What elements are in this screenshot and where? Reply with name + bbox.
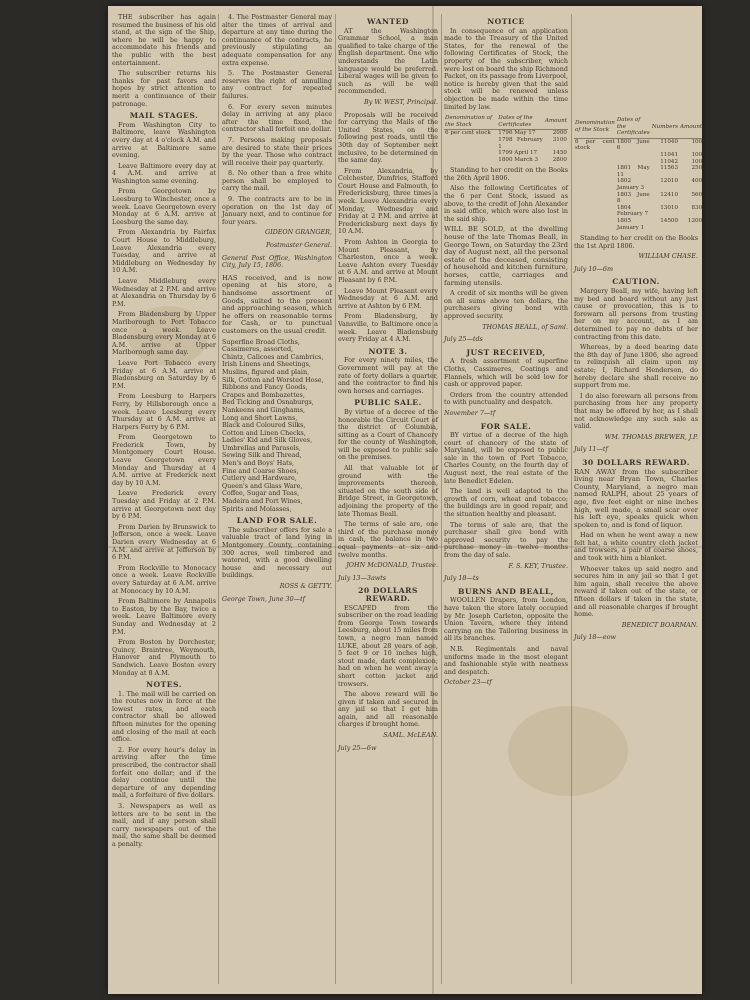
column-3-articles [338,239,438,752]
list-line: Bed Ticking and Osnaburgs, [222,398,314,407]
table-header: Amount [544,114,568,130]
paragraph: 6. For every seven minutes delay in arriving at any place after the time fixed, the contractor shall forfeit one dollar. [222,102,332,134]
section-heading: LAND FOR SALE. [236,516,318,526]
table-row [574,218,703,231]
list-line: Spirits and Molasses, [222,504,292,513]
paragraph: The land is well adapted to the growth of corn, wheat and tobacco; the buildings are in good repair, and the situation healthy and pleasant. [444,487,568,519]
wanted-lead: AT the Washington Grammar School, a man qualified to take charge of the English department. One who understands the Latin language would be preferred. Liberal wages will be given to such as will be well recommended. [338,26,438,96]
list-line: Ladies' Kid and Silk Gloves, [222,436,313,445]
table-cell: 1800 June 6 [616,138,650,152]
notice-caption-1: Standing to her credit on the Books the 26th April 1806. [444,166,568,182]
list-line: Ribbons and Fancy Goods, [222,383,308,392]
table-cell: 11563 [660,165,678,172]
list-line: Long and Short Lawns, [222,413,298,422]
dateline: George Town, June 30—tf [222,594,306,603]
dateline: July 13—3awts [338,573,387,582]
notice-caption-2: Standing to her credit on the Books the 1st April 1806. [574,234,698,250]
list-line: Umbrellas and Parasols, [222,443,301,452]
paragraph: From Boston by Dorchester, Quincy, Braintree, Weymouth, Hanover and Plymouth to Sandwich. Leave Boston every Monday at 8 A.M. [112,638,216,677]
paragraph: From Baltimore by Annapolis to Easton, by the Bay, twice a week. Leave Baltimore every Sunday and Wednesday at 2 P.M. [112,597,216,636]
paragraph: Leave Baltimore every day at 4 A.M. and arrive at Washington same evening. [112,161,216,185]
table-cell: 11042 [660,158,678,165]
section-heading: 30 DOLLARS REWARD. [582,457,690,467]
list-line: Cotton and Linen Checks, [222,428,306,437]
table-header: Denomination of the Stock [574,116,616,138]
list-line: Silk, Cotton and Worsted Hose, [222,375,324,384]
section-heading: JUST RECEIVED, [466,347,546,357]
table-cell [574,218,616,231]
paragraph: From Darien by Brunswick to Jefferson, once a week. Leave Darien every Wednesday at 6 A.M. and arrive at Jefferson by 6 P.M. [112,522,216,562]
paragraph: 8. No other than a free white person shall be employed to carry the mail. [222,169,332,193]
signature: ROSS & GETTY. [279,581,332,590]
table-row [574,165,703,178]
table-header: Amount [679,116,703,138]
table-cell [574,165,616,178]
table-row [574,205,703,218]
paragraph: HAS received, and is now opening at his store, a handsome assortment of Goods, suited to the present and approaching season, which he offers on reasonable terms for Cash, or to punctual customers on the usual credit. [222,273,332,335]
signature: BENEDICT BOARMAN. [621,620,698,629]
dateline: July 25—tds [444,335,483,344]
paragraph: ESCAPED from the subscriber on the road leading from George Town towards Leesburg, about 15 miles from town, a negro man named LUKE, about 28 years of age, 5 feet 9 or 10 inches high, stout made, dark complexion; had on when he went away a short cotton jacket and trowsers. [338,603,438,688]
table-cell: 100 [691,151,703,158]
section-heading: 20 DOLLARS REWARD. [358,586,418,603]
column-5 [574,14,703,984]
notice-spacer [574,14,698,114]
table-row [444,130,568,137]
table-cell: 2800 [552,156,567,163]
list-line: Chintz, Calicoes and Cambrics, [222,352,324,361]
table-cell [574,192,616,205]
notice-heading: NOTICE [487,17,525,26]
table-cell: 12010 [660,178,678,185]
paragraph: Orders from the country attended to with punctuality and despatch. [444,390,568,407]
list-line: Coffee, Sugar and Teas, [222,489,300,498]
wanted-body: Proposals will be received for carrying the Mails of the United States, on the following post roads, until the 30th day of September next inclusive, to be determined on the same day. [338,110,438,165]
paragraph: THE subscriber has again resumed the business of his old stand, at the sign of the Ship, where he will be happy to accommodate his friends and the public with the best entertainment. [112,13,216,67]
paragraph: The terms of sale are, that the purchaser shall give bond with approved security to pay the purchase money in twelve months from the day of sale. [444,520,568,559]
table-cell [444,157,497,164]
paragraph: WILL BE SOLD, at the dwelling house of the late Thomas Beall, in George Town, on Saturday the 23rd day of August next, all the personal estate of the deceased, consisting of household and kitchen furniture, horses, cattle, carriages and farming utensils. [444,225,568,287]
table-cell: 12410 [660,191,678,198]
paragraph: 3. Newspapers as well as letters are to be sent in the mail, and if any person shall carry newspapers out of the mail, the same shall be deemed a penalty. [112,802,216,848]
paragraph: Whereas, by a deed bearing date the 8th day of June 1806, she agreed to relinquish all claim upon my estate; I, Richard Henderson, do hereby declare she shall receive no support from me. [574,343,698,390]
list-line: Men's and Boys' Hats, [222,459,295,468]
notice-date: July 10—6m [574,264,614,273]
table-cell: 1799 April 17 [498,150,538,157]
list-line: Irish Linens and Sheetings, [222,360,311,369]
table-cell: 1200 [687,217,703,224]
table-cell: 6 per cent stock [445,130,491,137]
paragraph: The subscriber offers for sale a valuable tract of land lying in Montgomery County, containing 300 acres, well timbered and watered, with a good dwelling house and necessary out buildings. [222,525,332,580]
column-5-articles [574,278,698,642]
paragraph: 4. The Postmaster General may alter the times of arrival and departure at any time during the continuance of the contracts, he previously stipulating an adequate compensation for any extra expense. [222,13,332,67]
paragraph: Had on when he went away a new felt hat, a white country cloth jacket and trowsers, a pair of coarse shoes, and took with him a blanket. [574,531,698,563]
table-row [574,178,703,191]
paragraph: From Bladensburg by Upper Marlborough to Port Tobacco once a week. Leave Bladensburg every Monday at 6 A.M. arrive at Upper Marlborough same day. [112,310,216,357]
column-rule [441,14,442,984]
section-heading: BURNS AND BEALL, [458,586,554,596]
table-cell: 6 per cent stock [575,138,615,152]
paragraph: From Georgetown to Frederick Town, by Montgomery Court House. Leave Georgetown every Monday and Thursday at 4 A.M. arrive at Frederick next day by 10 A.M. [112,433,216,487]
paragraph: The above reward will be given if taken and secured in any jail so that I get him again, and all reasonable charges if brought home. [338,690,438,729]
paragraph: From Leesburg to Harpers Ferry, by Hillsborough once a week. Leave Leesburg every Thursday at 6 A.M. arrive at Harpers Ferry by 6 P.M. [112,392,216,431]
table-row [444,137,568,150]
notice-signature: WILLIAM CHASE. [638,252,698,261]
paragraph: A credit of six months will be given on all sums above ten dollars, the purchasers giving bond with approved security. [444,289,568,320]
table-cell [444,137,497,150]
table-cell [444,150,497,157]
table-row [574,192,703,205]
paragraph: BY virtue of a decree of the high court of chancery of the state of Maryland, will be exposed to public sale in the town of Port Tobacco, Charles County, on the fourth day of August next, the real estate of the late Benedict Edelen. [444,431,568,485]
wanted-route: From Alexandria, by Colchester, Dumfries, Stafford Court House and Falmouth, to Fredericksburg, three times a week. Leave Alexandria every Monday, Wednesday and Friday at 2 P.M. and arrive at Fredericksburg next days by 10 A.M. [338,166,438,236]
dateline: July 11—tf [574,445,608,454]
table-cell: 11041 [660,151,678,158]
table-cell: 14500 [660,217,678,224]
list-line: Crapes and Bombazettes, [222,390,305,399]
column-1 [112,14,216,984]
table-cell [616,152,651,159]
table-header: Numbers [651,116,679,138]
signature: THOMAS BEALL, of Saml. [482,322,568,331]
wanted-signature: By W. WEST, Principal. [364,97,438,106]
table-cell [574,205,616,218]
stock-table-2 [574,116,703,231]
section-heading: MAIL STAGES. [129,111,199,121]
column-4 [444,14,568,984]
table-cell: 13010 [660,204,678,211]
section-heading: FOR SALE. [480,421,532,431]
table-header: Dates of the Certificates [497,114,544,130]
table-cell: 1802 January 3 [616,178,645,191]
paragraph: Margery Beall, my wife, having left my bed and board without any just cause or provocation, this is to forewarn all persons from trusting her on my account, as I am determined to pay no debts of her contracting from this date. [574,287,698,341]
paragraph: 9. The contracts are to be in operation on the 1st day of January next, and to continue for four years. [222,195,332,226]
list-line: Fine and Coarse Shoes, [222,466,299,475]
paragraph: From Alexandria by Fairfax Court House to Middleburg, Leave Alexandria every Tuesday, and arrive at Middleburg on Wednesday by 10 A.M. [112,228,216,275]
table-cell: 3100 [552,136,567,143]
list-line: Black and Coloured Silks, [222,421,306,430]
wanted-heading: WANTED [367,17,409,26]
list-line: Nankeens and Ginghams, [222,405,306,414]
list-line: Queen's and Glass Ware, [222,481,303,490]
stock-table-1 [444,114,568,163]
paragraph: From Bladensburg, by Vansville, to Baltimore once a week. Leave Bladensburg every Friday at 4 A.M. [338,312,438,344]
section-heading: NOTE 3. [368,346,408,356]
paragraph: 2. For every hour's delay in arriving after the time prescribed, the contractor shall forfeit one dollar; and if the delay continue until the departure of any depending mail, a forfeiture of five dollars. [112,745,216,800]
paragraph: N.B. Regimentals and naval uniforms made in the most elegant and fashionable style with neatness and despatch. [444,644,568,676]
notice-middle: Also the following Certificates of the 6 per Cent Stock, issued as above, to the credit of John Alexander in said office, which were also lost in the said ship. [444,184,568,223]
paragraph: Whoever takes up said negro and secures him in any jail so that I get him again, shall receive the above reward if taken out of the state, or fifteen dollars if taken in the state, and all reasonable charges if brought home. [574,564,698,619]
paragraph: From Washington City to Baltimore, leave Washington every day at 4 o'clock A.M. and arrive at Baltimore same evening. [112,120,216,160]
table-cell: 1796 May 17 [498,130,536,137]
table-cell: 1803 June 8 [616,191,650,205]
signature: F. S. KEY, Trustee. [508,561,568,570]
table-cell [574,159,616,166]
paragraph: I do also forewarn all persons from purchasing from her any property that may be offered by her, as I shall not acknowledge any such sale as valid. [574,391,698,431]
paragraph: By virtue of a decree of the honorable the Circuit Court of the district of Columbia, sitting as a Court of Chancery for the county of Washington, will be exposed to public sale on the premises. [338,407,438,462]
column-4-articles [444,226,568,686]
signature: Postmaster General. [265,241,332,250]
table-cell: 400 [691,178,703,185]
paragraph: Leave Port Tobacco every Friday at 6 A.M. arrive at Bladensburg on Saturday by 6 P.M. [112,358,216,390]
table-row [444,150,568,157]
table-cell [574,152,616,159]
table-cell: 1804 February 7 [616,204,649,218]
table-cell: 100 [691,138,703,145]
table-cell: 1450 [552,150,567,157]
table-row [444,157,568,164]
table-cell: 830 [691,204,703,211]
list-line: Madeira and Port Wines, [222,497,303,506]
paragraph: From Ashton in Georgia to Mount Pleasant, by Charleston, once a week. Leave Ashton every Tuesday at 6 A.M. and arrive at Mount Pleasant by 6 P.M. [338,238,438,284]
table-header: Denomination of the Stock [444,114,497,130]
column-rule [218,14,219,984]
table-cell: 560 [691,191,703,198]
table-cell: 1800 March 3 [498,156,539,163]
list-line: Sewing Silk and Thread, [222,451,302,460]
list-line: Muslins, figured and plain, [222,367,310,376]
column-3 [338,14,438,984]
paragraph: 7. Persons making proposals are desired to state their prices by the year. Those who contract will receive their pay quarterly. [222,135,332,167]
table-cell: 100 [691,158,703,165]
paragraph: The terms of sale are, one third of the purchase money in cash, the balance in two equal payments at six and twelve months. [338,520,438,559]
list-line: Cassimeres, assorted, [222,345,294,354]
paragraph: Leave Mount Pleasant every Wednesday at 6 A.M. and arrive at Ashton by 6 P.M. [338,286,438,310]
table-cell [616,159,651,166]
table-row [574,138,703,152]
paragraph: All that valuable lot of ground with the improvements thereon, situated on the south side of Bridge Street, in Georgetown, adjoining the property of the late Thomas Beall. [338,464,438,518]
column-rule [335,14,336,984]
paragraph: From Rockville to Monocacy once a week. Leave Rockville every Saturday at 6 A.M. arrive at Monocacy by 10 A.M. [112,563,216,595]
table-cell [574,178,616,191]
table-cell: 11040 [660,138,678,145]
paragraph: WOOLLEN Drapers, from London, have taken the store lately occupied by Mr. Joseph Carleton, opposite the Union Tavern, where they intend carrying on the Tailoring business in all its branches. [444,596,568,643]
section-heading: PUBLIC SALE. [354,398,422,408]
section-heading: CAUTION. [612,277,660,287]
dateline: July 18—eow [574,633,616,642]
paragraph: RAN AWAY from the subscriber living near Bryan Town, Charles County, Maryland, a negro man named RALPH, about 25 years of age, five feet eight or nine inches high, well made, a small scar over his left eye, speaks quick when spoken to, and is fond of liquor. [574,467,698,529]
table-cell: 250 [691,165,703,172]
notice-intro: In consequence of an application made to the Treasury of the United States, for the renewal of the following Certificates of Stock, the property of the subscriber, which were lost on board the ship Richmond Packet, on its passage from Liverpool, notice is hereby given that the said stock will be renewed unless objection be made within the time limited by law. [444,26,568,111]
dateline: General Post Office, Washington City, July 15, 1806. [222,253,332,270]
dateline: July 18—ts [444,574,479,583]
table-cell: 1798 February 1 [498,136,543,150]
signature: JOHN McDONALD, Trustee. [346,561,438,570]
newspaper-page [108,6,702,994]
dateline: November 7—tf [444,408,496,417]
dateline: July 25—6w [338,743,377,752]
signature: SAML. McLEAN. [383,731,438,740]
paragraph: A fresh assortment of superfine Cloths, Cassimeres, Coatings and Flannels, which will be sold low for cash or approved paper. [444,357,568,389]
table-row [574,159,703,166]
section-heading: NOTES. [146,680,182,690]
list-line: Superfine Broad Cloths, [222,337,300,346]
column-rule [571,14,572,984]
paragraph: 1. The mail will be carried on the routes now in force at the lowest rates, and each contractor shall be allowed fifteen minutes for the opening and closing of the mail at each office. [112,689,216,744]
table-row [574,152,703,159]
paragraph: 5. The Postmaster General reserves the right of annulling any contract for repeated failures. [222,69,332,100]
signature: WM. THOMAS BREWER, J.P. [604,432,698,441]
table-cell: 2000 [552,130,567,137]
paragraph: From Georgetown by Leesburg to Winchester, once a week. Leave Georgetown every Monday at 6 A.M. arrive at Leesburg the same day. [112,187,216,226]
column-2 [222,14,332,984]
table-header: Dates of the Certificates [616,116,651,138]
list-line: Cutlery and Hardware, [222,474,297,483]
paragraph: The subscriber returns his thanks for past favors and hopes by strict attention to merit a continuance of their patronage. [112,69,216,108]
table-cell: 1805 January 1 [616,217,645,231]
dateline: October 23—tf [444,678,492,687]
signature: GIDEON GRANGER, [264,228,332,237]
table-cell: 1801 May 11 [616,165,650,178]
paragraph: Leave Middleburg every Wednesday at 2 P.M. and arrive at Alexandria on Thursday by 6 P.M. [112,277,216,308]
paragraph: For every ninety miles, the Government will pay at the rate of forty dollars a quarter, and the contractor to find his own horses and carriages. [338,356,438,395]
paragraph: Leave Frederick every Tuesday and Friday at 2 P.M. arrive at Georgetown next day by 6 P.M. [112,489,216,521]
